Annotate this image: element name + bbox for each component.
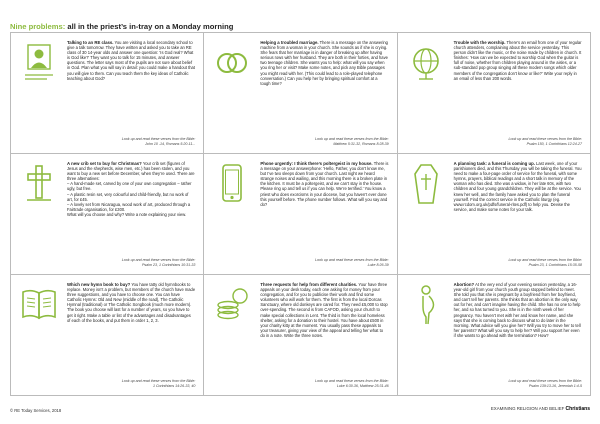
problem-card-marriage [204,33,397,154]
problem-text: Helping a troubled marriage. There is a message on the answering machine from a woman in your church. She sounds as if she is crying. She fears that her marriage is in danger of breaking up after having serious rows with her husband. They are both in their forties, and have two teenage children. She wants you to help: what will you say when you ring her or visit? Make some notes, and pick any Bible passages you might read with her. (This could lead to a role-played telephone conversation.) Can you help her by bringing spiritual comfort at a tough time? [260,40,388,86]
bible-reference: Look up and read these verses from the Bible: John 10 -14, Romans 5:20-11... [121,137,196,146]
bible-reference: Look up and read these verses from the Bible: Matthew 5:31-32, Romans 8:28-39 [315,137,389,146]
problem-text: A planning task: a funeral is coming up. Last week, one of your parishioners died, and this Thursday you will be taking the funeral. You need to make a four-page order of service for the funeral, with some hymns, prayers, biblical readings and a short talk in memory of the woman who has died. She was a widow, in her late 60s, with two children and four young grandchildren. They will be at the service. You knew her well, and the family have asked you to plan the funeral yourself. Find the correct service in the Catholic liturgy (eg. www.rcdom.org.uk/pdfs/funeral-rites.pdf) to help you. Devise the service, and make some notes for your talk. [453,161,582,212]
problem-card-hymn-book [11,275,204,396]
problems-grid [10,32,591,396]
problem-card-re-class [11,33,204,154]
problem-card-worship [398,33,591,154]
page-title [10,22,233,31]
cross-icon [19,162,59,206]
problem-text: Trouble with the worship. There’s an email from one of your regular church attenders, complaining about the service yesterday. This person didn’t like the music, or the noise made by children in church. It finishes: ‘How can we be expected to worship God when the guitar is full of noise, whether from children playing around in the aisles, or a sub-standard pop group singing all these modern songs which older members of the congregation don’t know or like?’ Write your reply in an email of less than 200 words. [453,40,582,81]
problem-card-funeral [398,154,591,275]
pregnant-woman-icon [406,283,446,327]
bible-reference: Look up and read these verses from the Bible: Luke 6:30-36, Matthew 25:31-46 [315,379,389,388]
problem-card-abortion [398,275,591,396]
problem-text: Abortion? At the very end of your evening session yesterday, a 16-year-old girl from your church youth group stopped behind to meet. She told you that she is pregnant by a boyfriend from her boyfriend, and can’t tell her parents. She thinks that an abortion is the only way out for her, and can’t imagine having the child. She has no one to help her, and so has turned to you. She is in the ninth week of her pregnancy. You haven’t met with her and know her name, and she says that she is coming back to discuss what to do later in the morning. What advice will you give her? Will you try to move her to tell her parents? What will you say to help her? Will you support her even if she wants to go ahead with the termination? How? [453,282,581,338]
bible-reference: Look up and read these verses from the Bible: Luke 8:26-39 [315,258,389,267]
bible-reference: Look up and read these verses from the Bible: 1 Corinthians 14:26-33, 40 [121,379,196,388]
phone-icon [212,162,252,206]
problem-text: Which new hymn book to buy? You have tatty old hymnbooks to replace. Money isn’t a problem, but members of the church have made three suggestions, and you have to choose one. You can have Catholic Hymns: Old and New (middle of the road), The Catholic Hymnal (traditional) or The Catholic Songbook (much more modern). The book you choose will last for a number of years, so you have to get it right. Make a table or list of the advantages and disadvantages of each of the books, and put them in order 1, 2, 3. [67,282,196,323]
problem-text: Three requests for help from different charities. Your have three appeals on your desk today, each one asking for money from your congregation, and for you to publicise their work and find some volunteers who will work for them. The first is from the local Dorcas Sanctuary, where old donkeys are cared for. They need £5,000 to stop over-spending. The second is from CAFOD, asking your church to make special collections in Lent. The third is from the local homeless shelter, asking for a donation to their hostel. You have about £500 in your charity kitty at the moment. You usually pass these appeals to your treasurer, giving your view of the appeal and telling her what to do in a note. Write the three notes. [260,282,388,338]
title-accent: Nine problems: [10,22,66,31]
bible-reference: Look up and read these verses from the Bible: Psalm 150, 1 Corinthians 12:24-27 [508,137,582,146]
bible-reference: Look up and read these verses from the Bible: Psalm 23, 1 Corinthians 10:31-33 [121,258,196,267]
book-icon [19,283,59,327]
bible-reference: Look up and read these verses from the Bible: Psalm 23, 1 Corinthians 15:35-58 [508,258,582,267]
problem-card-crib-set [11,154,204,275]
problem-text: A new crib set to buy for Christmas? Your crib set (figures of Jesus and the shepherds, wise men, etc.) has been stolen, and you want to buy a new set before December, when they’re used. There are three alternatives: – A hand-made set, carved by one of your own congregation – rather ugly, but free. – A plastic resin set, very colourful and child-friendly, but no work of art, for £45. – A lovely set from Nicaragua, wood work of art, produced through a Fairtrade organisation, for £300. What will you choose and why? Write a note explaining your view. [67,161,195,217]
coffin-icon [406,162,446,206]
problem-card-poltergeist [204,154,397,275]
problem-text: Talking to an RE class. You are visiting a local secondary school to give a talk tomorrow. They have written and asked you to take an RE class of 30 14-year olds and answer one question: ‘Is God real? What is God like?’ They want you to talk for 15 minutes, and answer questions. The letter says most of the pupils are not sure about belief in God. Plan what you will say in detail: you could make a handout that you will give to them. Can you teach them the key ideas of Catholic teaching about God? [67,40,195,81]
coins-icon [212,283,252,327]
problem-text: Phone urgently: I think there’s poltergeist in my house. There is a message on your answerphone: ‘Hello, Father, you don’t know me, but I’ve two sleeps down from your church. Last night we heard strange noises and wailing, and this morning there is a broken plate in the kitchen. It must be a poltergeist, and we can’t stay in the house. Please ring up and tell us if you can help. We’re terrified.’ You know a priest who does exorcisms in your diocese, but you haven’t ever done this yourself before. The phone number follows. What will you say and do? [260,161,389,207]
bible-reference: Look up and read these verses from the Bible: Psalm 139:13-16, Jeremiah 1:4-5 [508,379,582,388]
series-label: EXAMINING RELIGION AND BELIEF Christians [490,406,590,412]
title-rest: all in the priest’s in-tray on a Monday morning [65,22,234,31]
person-icon [19,41,59,85]
rings-icon [212,41,252,85]
globe-icon [406,41,446,85]
copyright: © RE Today Services, 2018 [10,408,62,413]
problem-card-charities [204,275,397,396]
